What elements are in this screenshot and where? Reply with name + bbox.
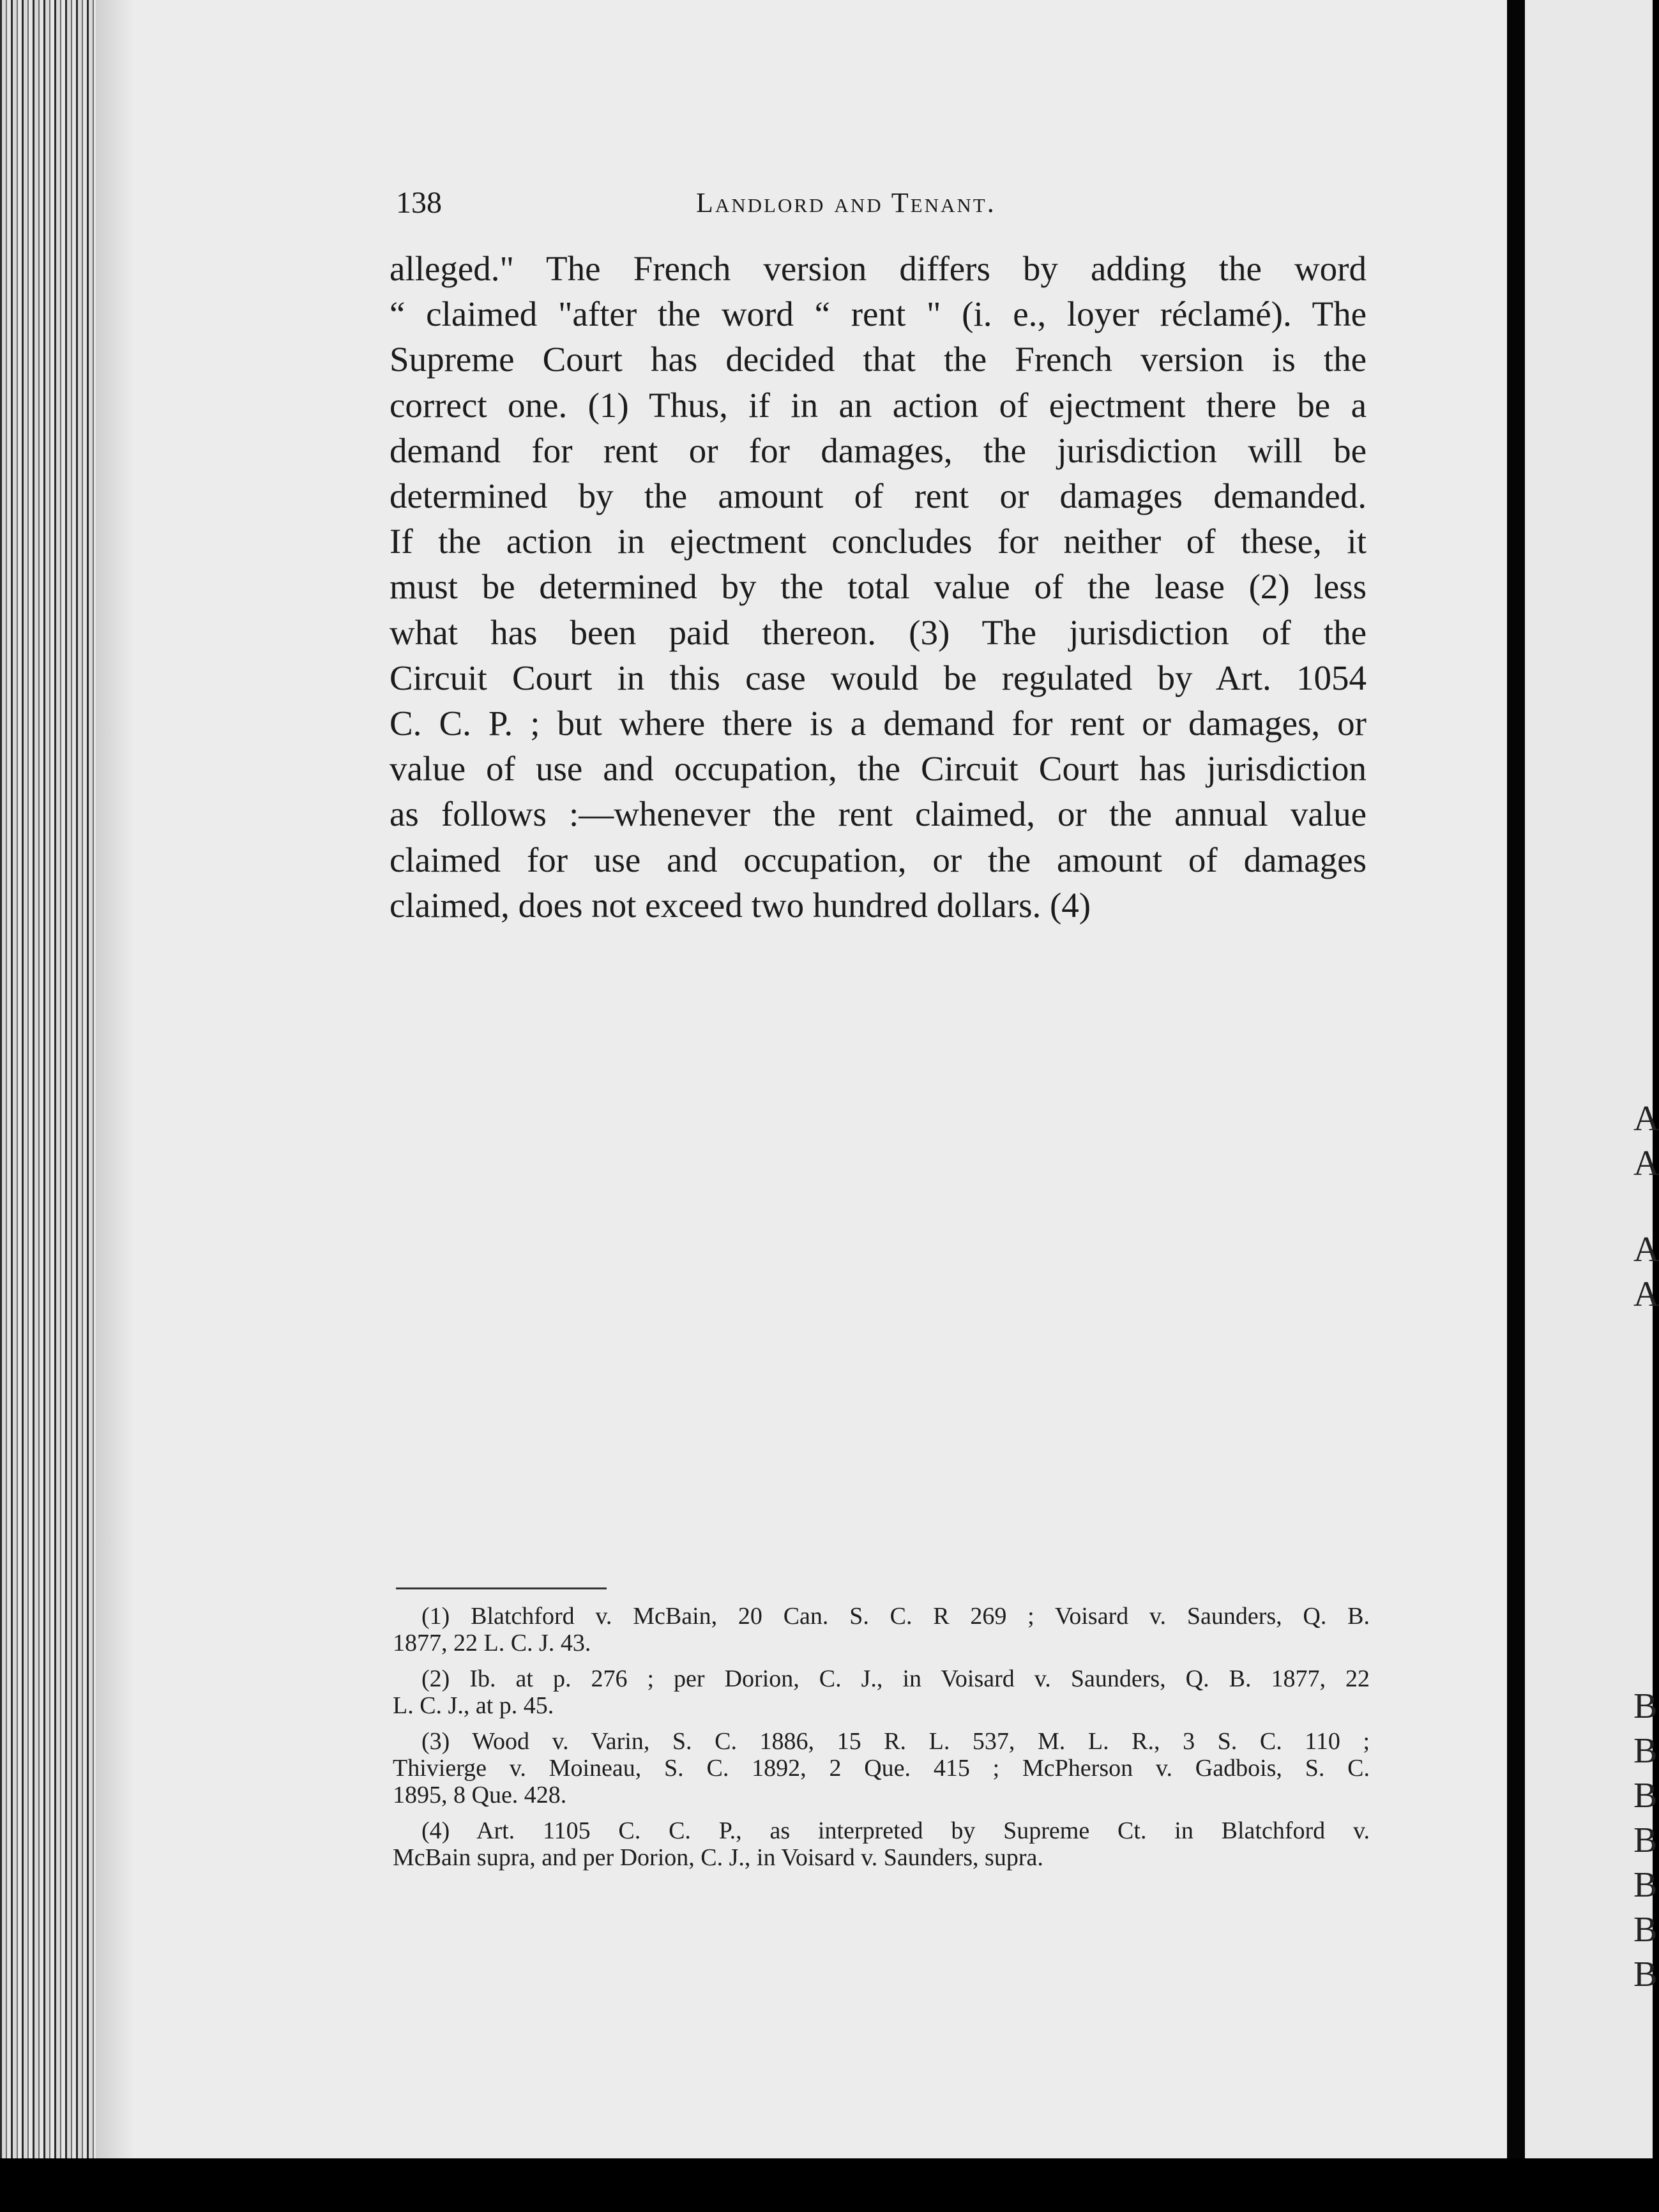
scan-bottom-border xyxy=(0,2158,1653,2212)
page-number: 138 xyxy=(396,186,442,220)
body-line: as follows :—whenever the rent claimed, or the annual value xyxy=(390,794,1367,834)
body-line: claimed, does not exceed two hundred dollars. (4) xyxy=(390,885,1091,925)
facing-page-letter: B xyxy=(1633,1865,1658,1905)
footnotes xyxy=(393,1603,1370,1880)
body-line: C. C. P. ; but where there is a demand for rent or damages, or xyxy=(390,704,1367,743)
footnote-4 xyxy=(393,1817,1370,1871)
body-line: correct one. (1) Thus, if in an action of ejectment there be a xyxy=(390,385,1367,425)
footnote-1 xyxy=(393,1603,1370,1656)
footnote-line: (1) Blatchford v. McBain, 20 Can. S. C. R 269 ; Voisard v. Saunders, Q. B. xyxy=(421,1603,1370,1630)
footnote-line: L. C. J., at p. 45. xyxy=(393,1692,554,1719)
facing-page-letter: A xyxy=(1633,1099,1659,1139)
body-line: Circuit Court in this case would be regulated by Art. 1054 xyxy=(390,658,1367,697)
footnote-line: (4) Art. 1105 C. C. P., as interpreted by Supreme Ct. in Blatchford v. xyxy=(421,1817,1370,1844)
facing-page-letter: A xyxy=(1633,1144,1659,1183)
running-title: Landlord and Tenant. xyxy=(696,187,996,218)
page-header xyxy=(396,185,1073,230)
body-line: “ claimed "after the word “ rent " (i. e., loyer réclamé). The xyxy=(390,294,1367,334)
facing-page-letter: B xyxy=(1633,1955,1658,1994)
footnote-2 xyxy=(393,1665,1370,1719)
footnote-line: (2) Ib. at p. 276 ; per Dorion, C. J., in Voisard v. Saunders, Q. B. 1877, 22 xyxy=(421,1665,1370,1692)
body-line: value of use and occupation, the Circuit Court has jurisdiction xyxy=(390,749,1367,789)
footnote-line: Thivierge v. Moineau, S. C. 1892, 2 Que. 415 ; McPherson v. Gadbois, S. C. xyxy=(393,1755,1370,1782)
facing-page-letter: B xyxy=(1633,1821,1658,1860)
facing-page-letter: A xyxy=(1633,1275,1659,1314)
body-line: what has been paid thereon. (3) The jurisdiction of the xyxy=(390,612,1367,652)
body-line: If the action in ejectment concludes for neither of these, it xyxy=(390,522,1367,561)
footnote-line: McBain supra, and per Dorion, C. J., in Voisard v. Saunders, supra. xyxy=(393,1844,1043,1871)
body-line: demand for rent or for damages, the jurisdiction will be xyxy=(390,430,1367,470)
footnote-line: 1877, 22 L. C. J. 43. xyxy=(393,1630,591,1656)
book-binding-edge xyxy=(0,0,134,2212)
body-line: Supreme Court has decided that the French version is the xyxy=(390,340,1367,379)
facing-page-edge xyxy=(1525,0,1659,2212)
footnote-divider xyxy=(396,1587,607,1589)
facing-page-letter: B xyxy=(1633,1731,1658,1771)
facing-page-letter: A xyxy=(1633,1230,1659,1269)
body-line: claimed for use and occupation, or the amount of damages xyxy=(390,840,1367,879)
footnote-line: 1895, 8 Que. 428. xyxy=(393,1782,567,1808)
body-paragraph xyxy=(390,246,1367,928)
page-gutter xyxy=(1507,0,1525,2212)
body-line: determined by the amount of rent or damages demanded. xyxy=(390,476,1367,516)
footnote-line: (3) Wood v. Varin, S. C. 1886, 15 R. L. 537, M. L. R., 3 S. C. 110 ; xyxy=(421,1728,1370,1755)
body-line: alleged." The French version differs by adding the word xyxy=(390,249,1367,288)
facing-page-letter: B xyxy=(1633,1910,1658,1950)
facing-page-letter: B xyxy=(1633,1686,1658,1726)
footnote-3 xyxy=(393,1728,1370,1808)
body-line: must be determined by the total value of the lease (2) less xyxy=(390,567,1367,607)
facing-page-letter: B xyxy=(1633,1776,1658,1815)
